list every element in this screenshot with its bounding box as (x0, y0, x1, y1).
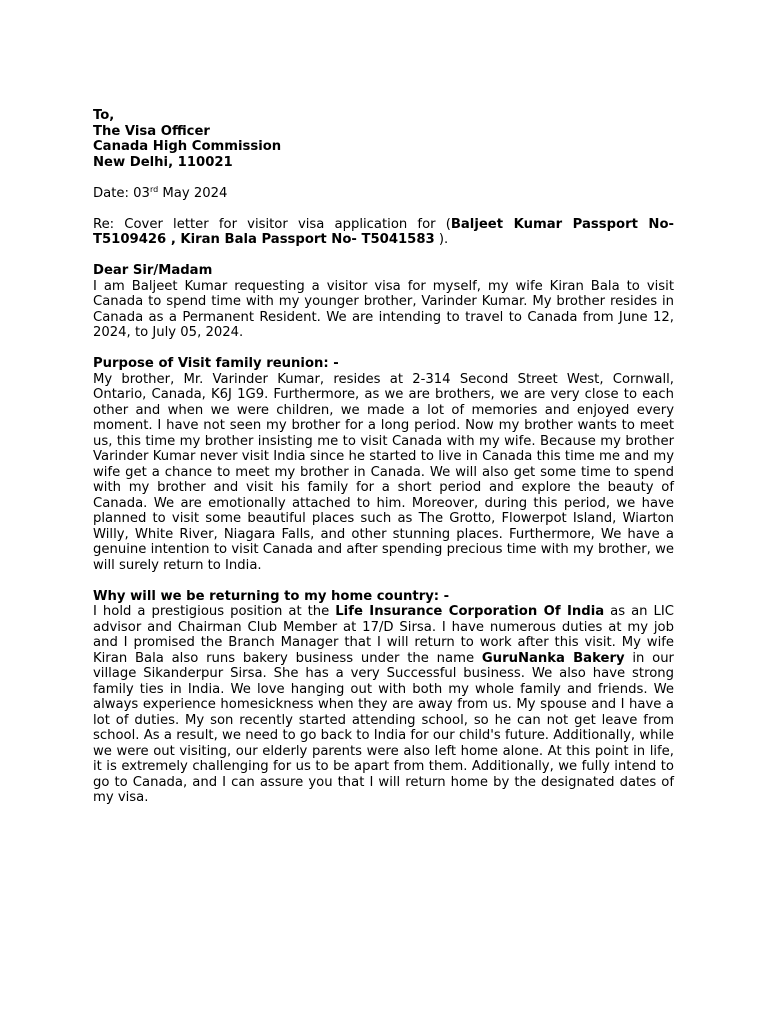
purpose-paragraph: My brother, Mr. Varinder Kumar, resides at 2-314 Second Street West, Cornwall, Ontario, Canada, K6J 1G9. Furthermore, as we are brothers, we are very close to each other and when we were children, we made a lot of memories and enjoyed every moment. I have not seen my brother for a long period. Now my brother wants to meet us, this time my brother insisting me to visit Canada with my wife. Because my brother Varinder Kumar never visit India since he started to live in Canada this time me and my wife get a chance to meet my brother in Canada. We will also get some time to spend with my brother and visit his family for a short period and explore the beauty of Canada. We are emotionally attached to him. Moreover, during this period, we have planned to visit some beautiful places such as The Grotto, Flowerpot Island, Wiarton Willy, White River, Niagara Falls, and other stunning places. Furthermore, We have a genuine intention to visit Canada and after spending precious time with my brother, we will surely return to India. (93, 371, 674, 573)
employer-name: Life Insurance Corporation Of India (335, 604, 605, 619)
bakery-name: GuruNanka Bakery (481, 650, 625, 666)
letter-page (93, 108, 674, 806)
return-text-2: as an LIC advisor and Chairman Club Member at 17/D Sirsa. I have numerous duties at my job and I promised the Branch Manager that I will return to work after this visit. My wife Kiran Bala also runs bakery business under the name (93, 604, 674, 666)
subject-close: ). (434, 232, 449, 247)
recipient-address (93, 108, 674, 170)
date-rest: May 2024 (158, 185, 228, 201)
return-paragraph (93, 604, 674, 806)
salutation: Dear Sir/Madam (93, 263, 213, 278)
subject-line (93, 217, 674, 248)
return-text-3: in our village Sikanderpur Sirsa. She has a very Successful business. We also have strong family ties in India. We love hanging out with both my whole family and friends. We always experience homesickness when they are away from us. My spouse and I have a lot of duties. My son recently started attending school, so he can not get leave from school. As a result, we need to go back to India for our child's future. Additionally, while we were out visiting, our elderly parents were also left home alone. At this point in life, it is extremely challenging for us to be apart from them. Additionally, we fully intend to go to Canada, and I can assure you that I will return home by the designated dates of my visa. (93, 650, 674, 805)
date-ordinal-suffix: rd (149, 184, 159, 194)
address-city: New Delhi, 110021 (93, 154, 233, 170)
date-prefix: Date: 03 (93, 185, 150, 201)
subject-applicants: Baljeet Kumar Passport No- T5109426 , Kiran Bala Passport No- T5041583 (93, 216, 675, 247)
letter-date (93, 186, 674, 202)
address-to: To, (93, 108, 115, 123)
subject-lead: Re: Cover letter for visitor visa application for ( (93, 216, 451, 232)
address-office: Canada High Commission (93, 139, 282, 154)
intro-paragraph: I am Baljeet Kumar requesting a visitor visa for myself, my wife Kiran Bala to visit Canada to spend time with my younger brother, Varinder Kumar. My brother resides in Canada as a Permanent Resident. We are intending to travel to Canada from June 12, 2024, to July 05, 2024. (93, 278, 674, 340)
return-text-1: I hold a prestigious position at the (93, 604, 336, 619)
return-heading: Why will we be returning to my home country: - (93, 588, 450, 604)
purpose-heading: Purpose of Visit family reunion: - (93, 356, 339, 371)
address-recipient: The Visa Officer (93, 123, 210, 139)
